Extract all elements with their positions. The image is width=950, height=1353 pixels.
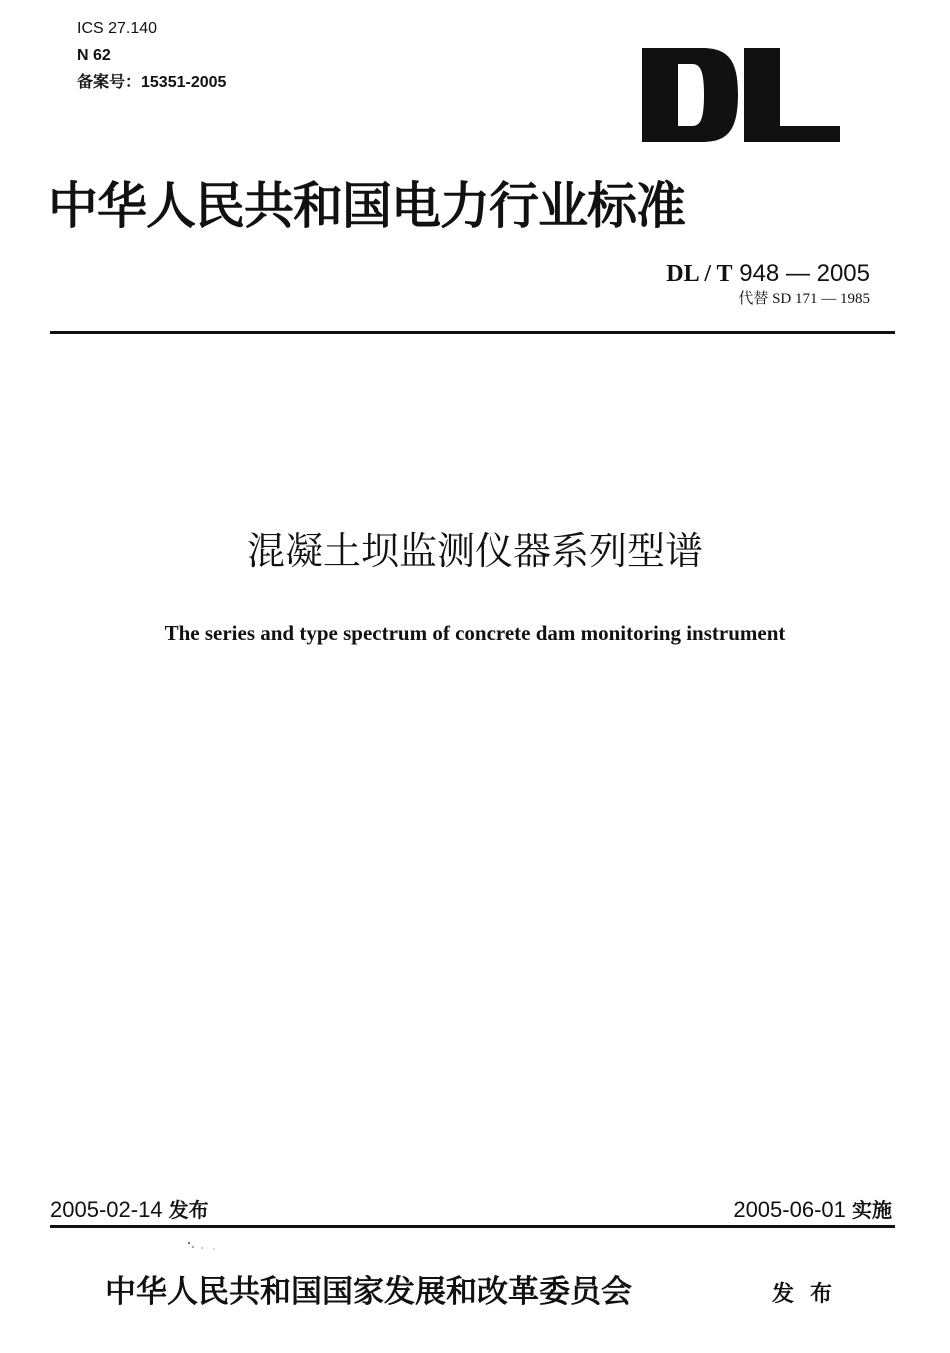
standard-prefix: DL / T [666,261,733,287]
bottom-divider [50,1225,895,1228]
filing-number: 备案号：15351-2005 [77,74,227,91]
document-title-english: The series and type spectrum of concrete dam monitoring instrument [164,621,786,645]
ics-code: ICS 27.140 [77,20,158,37]
scan-specks-mark [186,1238,226,1252]
document-title-chinese: 混凝土坝监测仪器系列型谱 [246,529,703,573]
scan-specks [186,1238,226,1255]
replaces-standard: 代替 SD 171 — 1985 [738,291,870,307]
org-title: 中华人民共和国电力行业标准 [48,177,685,235]
issue-label: 发布 [168,1198,209,1222]
standard-code: 948 — 2005 [732,260,870,287]
top-divider [50,331,895,334]
dl-logo [640,46,842,144]
dl-logo-mark [640,46,842,144]
issue-date-line [50,1196,209,1224]
standard-number [666,260,870,288]
publisher-name: 中华人民共和国国家发展和改革委员会 [105,1274,632,1310]
implementation-label: 实施 [852,1198,892,1222]
implementation-date: 2005-06-01 [733,1197,846,1222]
publisher-action: 发布 [772,1282,849,1307]
ccs-code: N 62 [77,47,111,64]
issue-date: 2005-02-14 [50,1197,163,1222]
implementation-date-line [733,1196,892,1224]
